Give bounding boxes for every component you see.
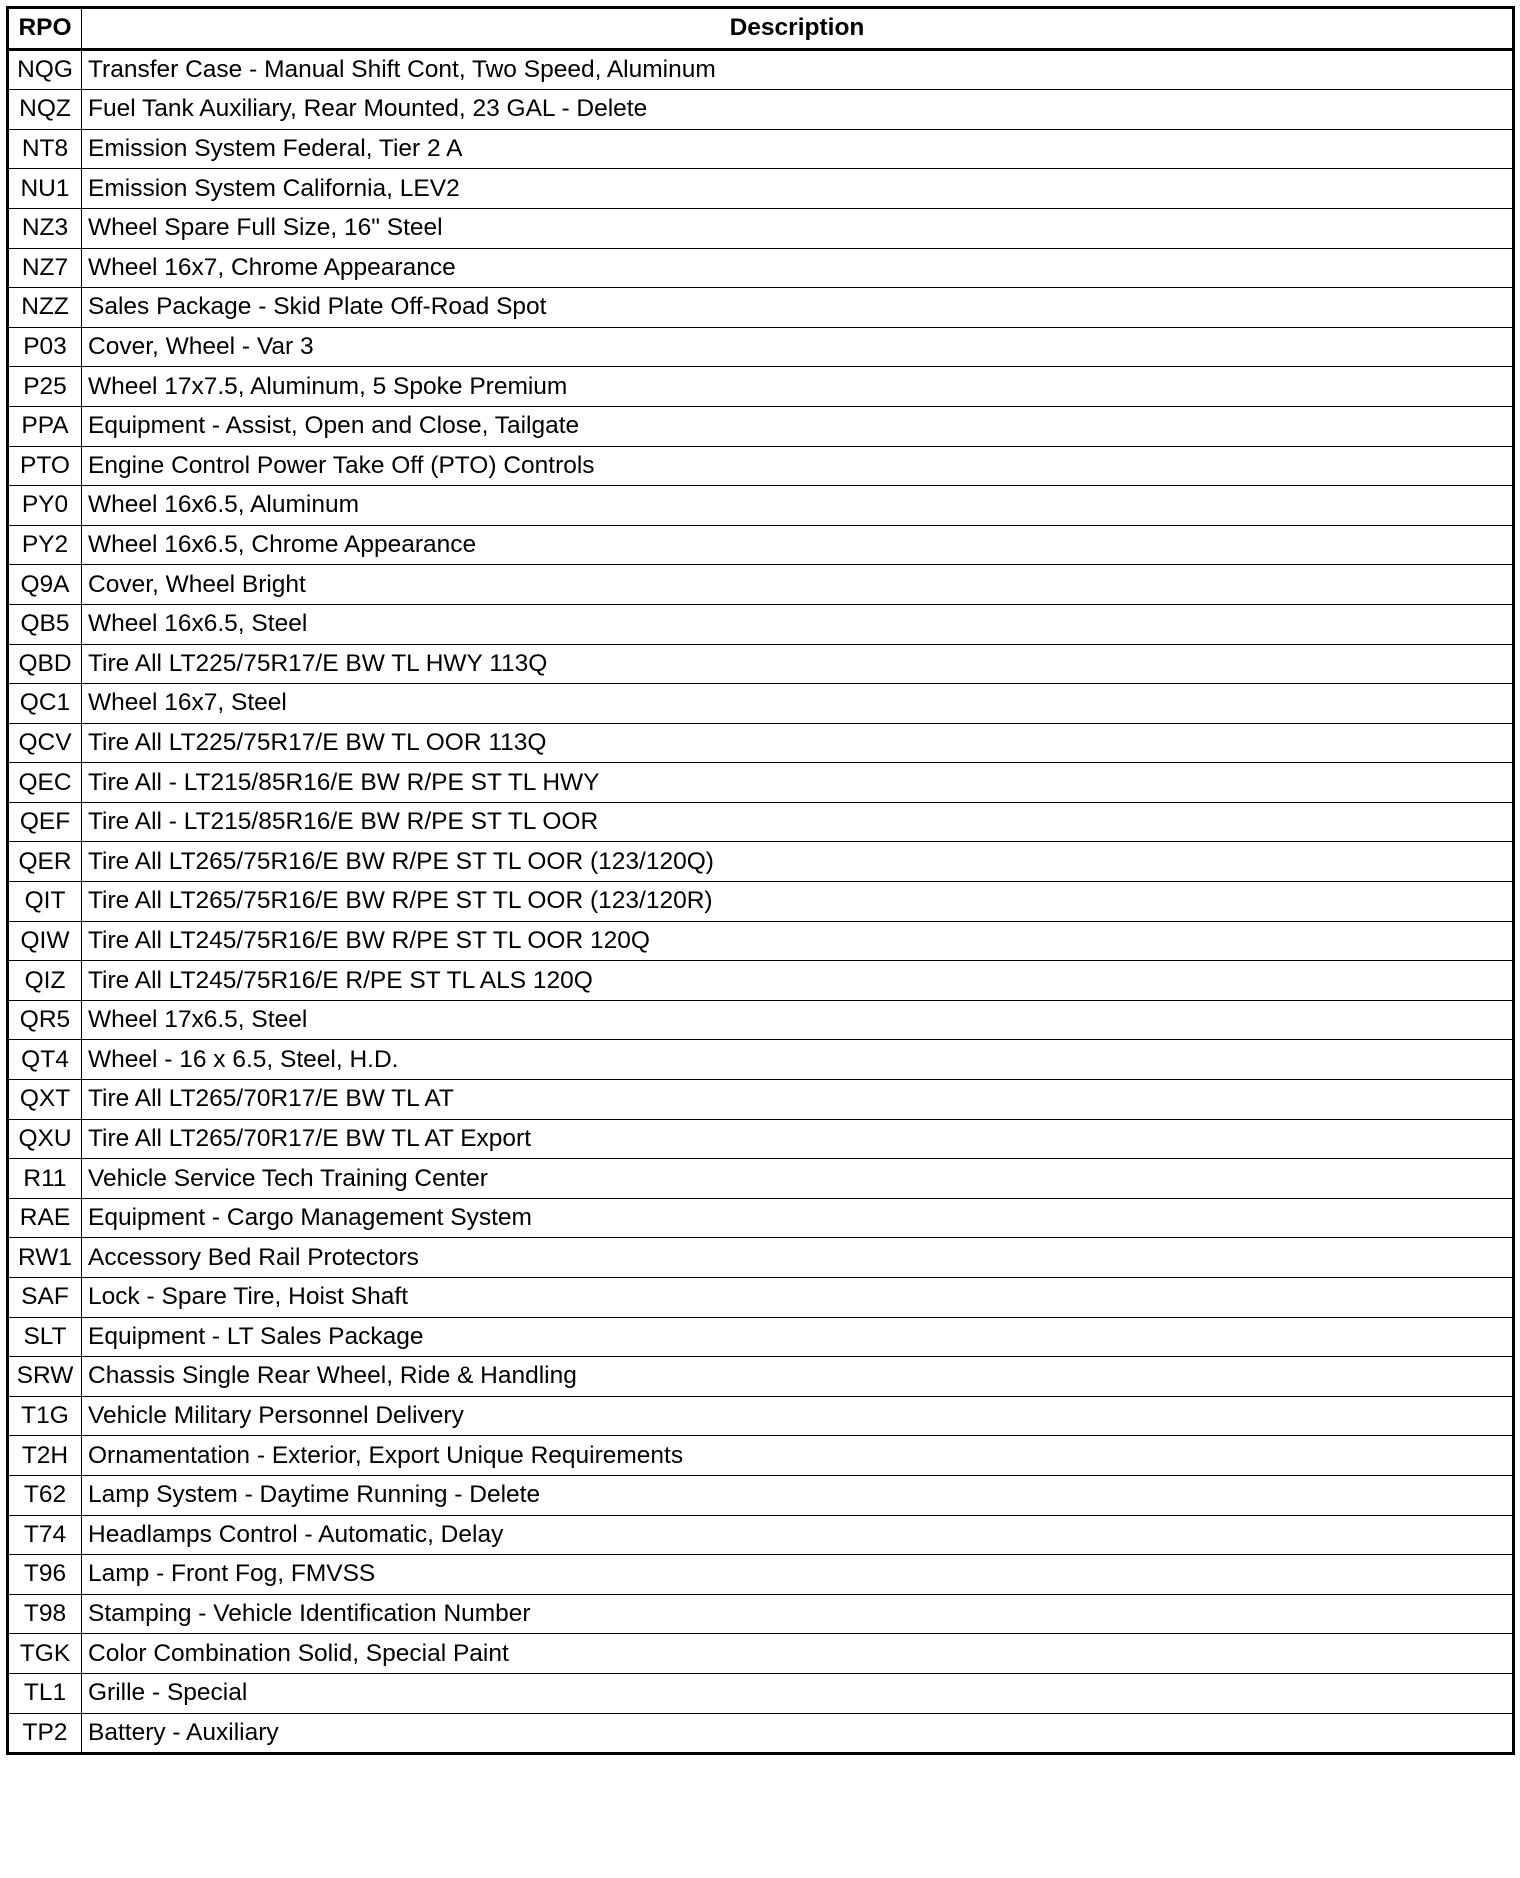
description-cell: Wheel 16x7, Chrome Appearance (82, 248, 1514, 288)
rpo-code-cell: T2H (8, 1436, 82, 1476)
description-cell: Wheel - 16 x 6.5, Steel, H.D. (82, 1040, 1514, 1080)
table-row (8, 288, 1514, 328)
description-cell: Tire All LT265/70R17/E BW TL AT Export (82, 1119, 1514, 1159)
table-row (8, 406, 1514, 446)
rpo-code-cell: QIT (8, 882, 82, 922)
description-cell: Lamp - Front Fog, FMVSS (82, 1555, 1514, 1595)
rpo-code-cell: T98 (8, 1594, 82, 1634)
table-row (8, 486, 1514, 526)
table-row (8, 1436, 1514, 1476)
rpo-code-cell: PY2 (8, 525, 82, 565)
table-row (8, 1357, 1514, 1397)
table-row (8, 1594, 1514, 1634)
description-cell: Wheel 17x7.5, Aluminum, 5 Spoke Premium (82, 367, 1514, 407)
description-cell: Sales Package - Skid Plate Off-Road Spot (82, 288, 1514, 328)
description-cell: Stamping - Vehicle Identification Number (82, 1594, 1514, 1634)
table-row (8, 248, 1514, 288)
table-row (8, 1040, 1514, 1080)
rpo-code-cell: Q9A (8, 565, 82, 605)
table-row (8, 1119, 1514, 1159)
description-cell: Tire All - LT215/85R16/E BW R/PE ST TL OOR (82, 802, 1514, 842)
rpo-code-cell: RW1 (8, 1238, 82, 1278)
rpo-table (6, 6, 1515, 1755)
description-cell: Tire All LT265/75R16/E BW R/PE ST TL OOR (123/120Q) (82, 842, 1514, 882)
description-cell: Equipment - Cargo Management System (82, 1198, 1514, 1238)
table-row (8, 1396, 1514, 1436)
table-row (8, 1278, 1514, 1318)
table-row (8, 1634, 1514, 1674)
table-row (8, 327, 1514, 367)
rpo-code-cell: NZZ (8, 288, 82, 328)
rpo-code-cell: TP2 (8, 1713, 82, 1754)
description-cell: Wheel 17x6.5, Steel (82, 1000, 1514, 1040)
rpo-code-cell: RAE (8, 1198, 82, 1238)
table-row (8, 1000, 1514, 1040)
description-cell: Emission System California, LEV2 (82, 169, 1514, 209)
table-row (8, 604, 1514, 644)
rpo-code-cell: QT4 (8, 1040, 82, 1080)
rpo-code-cell: P25 (8, 367, 82, 407)
rpo-code-cell: NQG (8, 49, 82, 90)
description-cell: Vehicle Service Tech Training Center (82, 1159, 1514, 1199)
rpo-code-cell: QCV (8, 723, 82, 763)
table-row (8, 1159, 1514, 1199)
rpo-code-cell: TGK (8, 1634, 82, 1674)
rpo-code-cell: QIZ (8, 961, 82, 1001)
rpo-code-cell: NZ7 (8, 248, 82, 288)
table-row (8, 684, 1514, 724)
rpo-code-cell: SAF (8, 1278, 82, 1318)
description-cell: Tire All LT225/75R17/E BW TL HWY 113Q (82, 644, 1514, 684)
rpo-code-cell: SLT (8, 1317, 82, 1357)
description-cell: Wheel 16x6.5, Chrome Appearance (82, 525, 1514, 565)
description-cell: Chassis Single Rear Wheel, Ride & Handling (82, 1357, 1514, 1397)
rpo-code-cell: NT8 (8, 129, 82, 169)
rpo-code-cell: NU1 (8, 169, 82, 209)
description-cell: Battery - Auxiliary (82, 1713, 1514, 1754)
table-body (8, 49, 1514, 1754)
table-row (8, 1713, 1514, 1754)
table-row (8, 525, 1514, 565)
rpo-code-cell: PPA (8, 406, 82, 446)
rpo-code-cell: QIW (8, 921, 82, 961)
description-cell: Engine Control Power Take Off (PTO) Controls (82, 446, 1514, 486)
table-row (8, 1515, 1514, 1555)
rpo-code-cell: QB5 (8, 604, 82, 644)
description-cell: Tire All - LT215/85R16/E BW R/PE ST TL HWY (82, 763, 1514, 803)
description-cell: Headlamps Control - Automatic, Delay (82, 1515, 1514, 1555)
description-cell: Equipment - Assist, Open and Close, Tailgate (82, 406, 1514, 446)
description-cell: Tire All LT265/70R17/E BW TL AT (82, 1080, 1514, 1120)
description-cell: Wheel 16x7, Steel (82, 684, 1514, 724)
description-cell: Color Combination Solid, Special Paint (82, 1634, 1514, 1674)
rpo-code-cell: PY0 (8, 486, 82, 526)
rpo-code-cell: QBD (8, 644, 82, 684)
rpo-code-cell: NZ3 (8, 208, 82, 248)
table-row (8, 802, 1514, 842)
description-cell: Grille - Special (82, 1673, 1514, 1713)
rpo-code-cell: QC1 (8, 684, 82, 724)
rpo-code-cell: T96 (8, 1555, 82, 1595)
table-row (8, 1555, 1514, 1595)
description-cell: Lock - Spare Tire, Hoist Shaft (82, 1278, 1514, 1318)
description-cell: Tire All LT225/75R17/E BW TL OOR 113Q (82, 723, 1514, 763)
description-cell: Transfer Case - Manual Shift Cont, Two Speed, Aluminum (82, 49, 1514, 90)
rpo-code-cell: QEC (8, 763, 82, 803)
rpo-code-cell: R11 (8, 1159, 82, 1199)
rpo-code-cell: QER (8, 842, 82, 882)
description-cell: Cover, Wheel Bright (82, 565, 1514, 605)
rpo-code-cell: T1G (8, 1396, 82, 1436)
table-row (8, 1080, 1514, 1120)
description-cell: Accessory Bed Rail Protectors (82, 1238, 1514, 1278)
table-row (8, 882, 1514, 922)
description-cell: Ornamentation - Exterior, Export Unique Requirements (82, 1436, 1514, 1476)
table-row (8, 208, 1514, 248)
table-row (8, 961, 1514, 1001)
description-cell: Lamp System - Daytime Running - Delete (82, 1475, 1514, 1515)
description-cell: Tire All LT265/75R16/E BW R/PE ST TL OOR (123/120R) (82, 882, 1514, 922)
description-cell: Vehicle Military Personnel Delivery (82, 1396, 1514, 1436)
table-row (8, 1238, 1514, 1278)
rpo-code-cell: SRW (8, 1357, 82, 1397)
table-row (8, 90, 1514, 130)
description-cell: Tire All LT245/75R16/E BW R/PE ST TL OOR 120Q (82, 921, 1514, 961)
description-cell: Wheel 16x6.5, Steel (82, 604, 1514, 644)
table-row (8, 169, 1514, 209)
table-row (8, 446, 1514, 486)
description-column-header: Description (82, 8, 1514, 50)
table-row (8, 1475, 1514, 1515)
rpo-code-cell: NQZ (8, 90, 82, 130)
rpo-code-cell: T62 (8, 1475, 82, 1515)
rpo-code-cell: QR5 (8, 1000, 82, 1040)
description-cell: Wheel 16x6.5, Aluminum (82, 486, 1514, 526)
rpo-code-cell: QEF (8, 802, 82, 842)
table-row (8, 921, 1514, 961)
description-cell: Tire All LT245/75R16/E R/PE ST TL ALS 120Q (82, 961, 1514, 1001)
table-row (8, 367, 1514, 407)
table-row (8, 1198, 1514, 1238)
table-row (8, 565, 1514, 605)
description-cell: Emission System Federal, Tier 2 A (82, 129, 1514, 169)
rpo-code-cell: QXT (8, 1080, 82, 1120)
description-cell: Equipment - LT Sales Package (82, 1317, 1514, 1357)
table-row (8, 1317, 1514, 1357)
table-row (8, 1673, 1514, 1713)
description-cell: Cover, Wheel - Var 3 (82, 327, 1514, 367)
table-row (8, 644, 1514, 684)
rpo-code-cell: TL1 (8, 1673, 82, 1713)
rpo-column-header: RPO (8, 8, 82, 50)
rpo-code-cell: T74 (8, 1515, 82, 1555)
rpo-code-cell: PTO (8, 446, 82, 486)
header-row (8, 8, 1514, 50)
table-row (8, 842, 1514, 882)
description-cell: Wheel Spare Full Size, 16" Steel (82, 208, 1514, 248)
rpo-code-cell: P03 (8, 327, 82, 367)
table-row (8, 723, 1514, 763)
rpo-code-cell: QXU (8, 1119, 82, 1159)
table-row (8, 763, 1514, 803)
description-cell: Fuel Tank Auxiliary, Rear Mounted, 23 GAL - Delete (82, 90, 1514, 130)
table-row (8, 49, 1514, 90)
table-row (8, 129, 1514, 169)
